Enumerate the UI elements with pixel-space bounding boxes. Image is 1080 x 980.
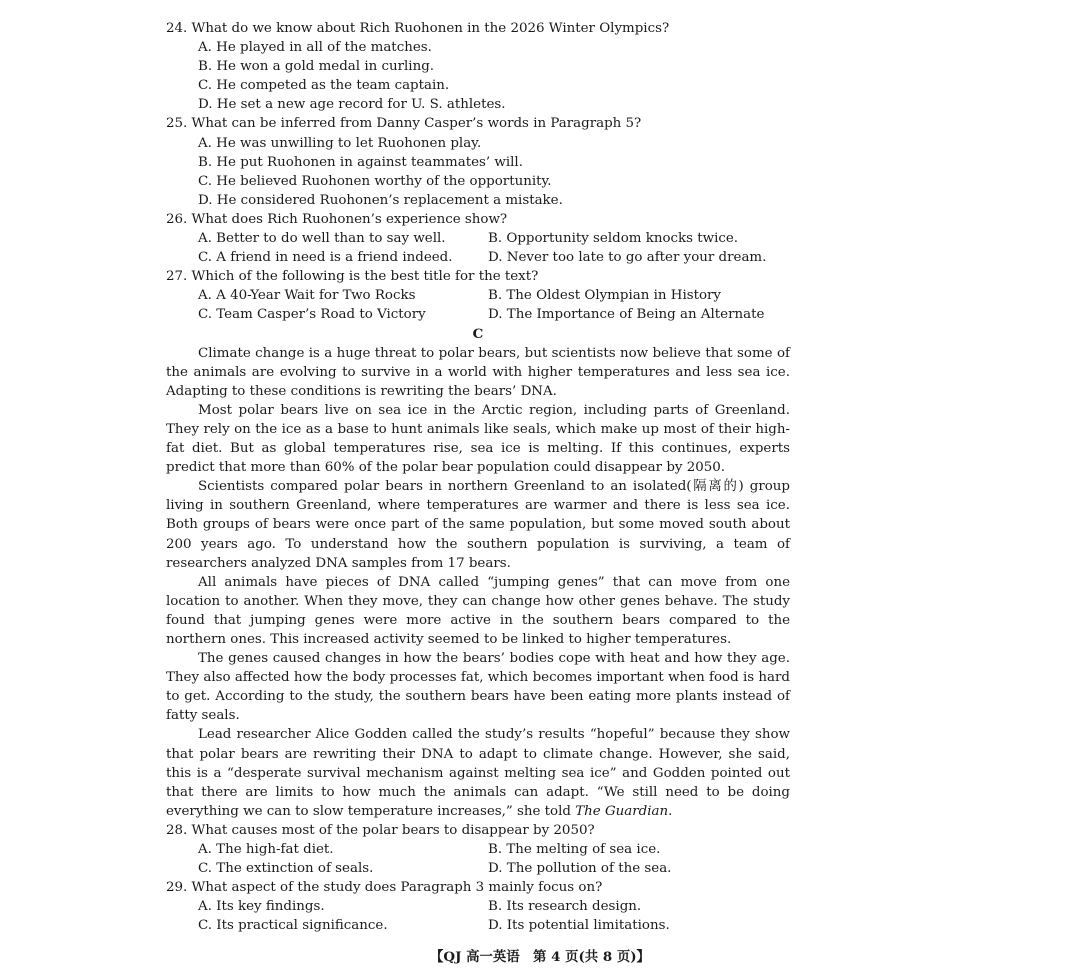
- passage-paragraph-2: Most polar bears live on sea ice in the Arctic region, including parts of Greenland. They rely on the ice as a base to hunt animals like seals, which make up most of their high-fat diet. But as global temperatures rise, sea ice is melting. If this continues, experts predict that more than 60% of the polar bear population could disappear by 2050.: [166, 402, 790, 476]
- question-26-option-c: C. A friend in need is a friend indeed.: [198, 250, 453, 266]
- question-27-options-row-2: [166, 305, 790, 324]
- question-27-option-a: A. A 40-Year Wait for Two Rocks: [198, 288, 416, 304]
- question-28-options-row-2: [166, 859, 790, 878]
- question-28-option-c: C. The extinction of seals.: [198, 861, 374, 877]
- reading-passage: [166, 344, 790, 821]
- question-26-option-b: B. Opportunity seldom knocks twice.: [488, 231, 739, 247]
- question-29-options-row-1: [166, 897, 790, 916]
- question-24-option-a: A. He played in all of the matches.: [198, 40, 432, 56]
- question-24-option-d: D. He set a new age record for U. S. athletes.: [198, 97, 506, 113]
- question-29-option-d: D. Its potential limitations.: [488, 918, 670, 934]
- page-content: [166, 19, 790, 936]
- question-26-option-a: A. Better to do well than to say well.: [198, 231, 446, 247]
- question-27-option-d: D. The Importance of Being an Alternate: [488, 307, 765, 323]
- passage-paragraph-4: All animals have pieces of DNA called “jumping genes” that can move from one location to another. When they move, they can change how other genes behave. The study found that jumping genes were more active in the southern bears compared to the northern ones. This increased activity seemed to be linked to higher temperatures.: [166, 574, 790, 647]
- question-25-option-b: B. He put Ruohonen in against teammates’ will.: [198, 154, 523, 170]
- section-title: C: [472, 325, 484, 342]
- passage-paragraph-5: The genes caused changes in how the bears’ bodies cope with heat and how they age. They also affected how the body processes fat, which becomes important when food is hard to get. According to the study, the southern bears have been eating more plants instead of fatty seals.: [166, 651, 790, 724]
- page-footer: 【QJ 高一英语 第 4 页(共 8 页)】: [430, 949, 650, 965]
- question-25-stem: 25. What can be inferred from Danny Casper’s words in Paragraph 5?: [166, 116, 642, 132]
- question-27-stem: 27. Which of the following is the best title for the text?: [166, 269, 539, 285]
- question-28-option-b: B. The melting of sea ice.: [488, 842, 661, 858]
- question-24-option-c: C. He competed as the team captain.: [198, 78, 450, 94]
- question-26-options-row-2: [166, 248, 790, 267]
- passage-paragraph-6: Lead researcher Alice Godden called the study’s results “hopeful” because they show that polar bears are rewriting their DNA to adapt to climate change. However, she said, this is a “desperate survival mechanism against melting sea ice” and Godden pointed out that there are limits to how much the animals can adapt. “We still need to be doing everything we can to slow temperature increases,” she told The Guardian.: [166, 727, 790, 819]
- question-27-options-row-1: [166, 286, 790, 305]
- question-28-option-a: A. The high-fat diet.: [198, 842, 334, 858]
- question-29-option-a: A. Its key findings.: [198, 899, 325, 915]
- question-28-stem: 28. What causes most of the polar bears to disappear by 2050?: [166, 822, 595, 838]
- question-25-option-a: A. He was unwilling to let Ruohonen play.: [198, 135, 482, 151]
- question-29-option-c: C. Its practical significance.: [198, 918, 388, 934]
- question-24-stem: 24. What do we know about Rich Ruohonen in the 2026 Winter Olympics?: [166, 21, 670, 36]
- question-26-option-d: D. Never too late to go after your dream.: [488, 250, 767, 266]
- passage-paragraph-3: Scientists compared polar bears in northern Greenland to an isolated(隔离的) group living in southern Greenland, where temperatures are warmer and there is less sea ice. Both groups of bears were once part of the same population, but some moved south about 200 years ago. To understand how the southern population is surviving, a team of researchers analyzed DNA samples from 17 bears.: [166, 479, 790, 571]
- question-24-option-b: B. He won a gold medal in curling.: [198, 59, 435, 75]
- question-27-option-b: B. The Oldest Olympian in History: [488, 288, 722, 304]
- passage-paragraph-1: Climate change is a huge threat to polar bears, but scientists now believe that some of the animals are evolving to survive in a world with higher temperatures and less sea ice. Adapting to these conditions is rewriting the bears’ DNA.: [166, 345, 790, 399]
- question-29-options-row-2: [166, 916, 790, 935]
- question-29-stem: 29. What aspect of the study does Paragraph 3 mainly focus on?: [166, 880, 603, 896]
- question-26-options-row-1: [166, 229, 790, 248]
- question-27-option-c: C. Team Casper’s Road to Victory: [198, 307, 426, 323]
- question-28-option-d: D. The pollution of the sea.: [488, 861, 672, 877]
- question-29-option-b: B. Its research design.: [488, 899, 642, 915]
- source-title: The Guardian: [575, 803, 669, 819]
- question-25-option-d: D. He considered Ruohonen’s replacement a mistake.: [198, 192, 563, 208]
- question-26-stem: 26. What does Rich Ruohonen’s experience show?: [166, 211, 508, 227]
- question-25-option-c: C. He believed Ruohonen worthy of the opportunity.: [198, 173, 552, 189]
- question-28-options-row-1: [166, 840, 790, 859]
